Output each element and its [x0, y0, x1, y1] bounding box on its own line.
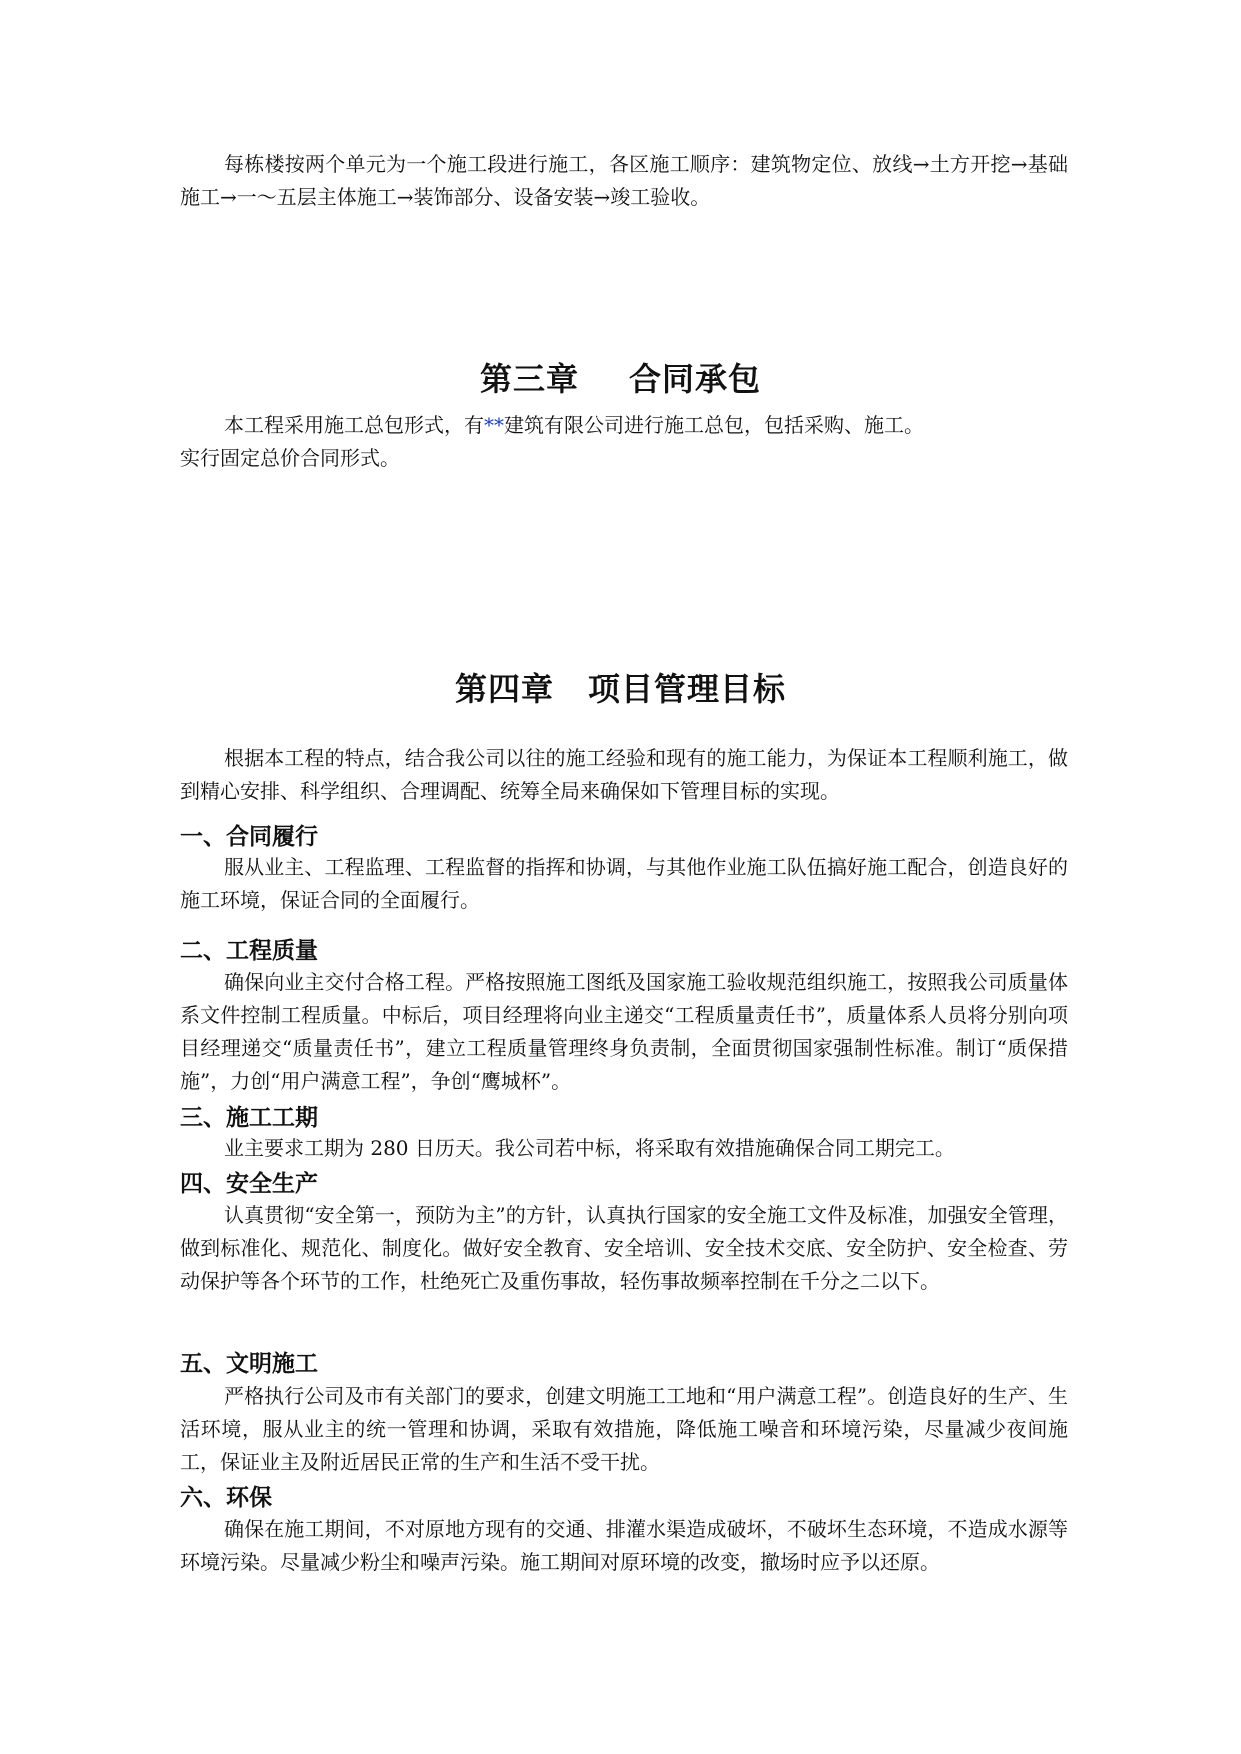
section-body: 确保在施工期间，不对原地方现有的交通、排灌水渠造成破坏，不破坏生态环境，不造成水源等环境污染。尽量减少粉尘和噪声污染。施工期间对原环境的改变，撤场时应予以还原。 — [180, 1517, 1068, 1574]
section-heading: 五、文明施工 — [180, 1351, 318, 1377]
section-heading: 六、环保 — [180, 1485, 272, 1511]
chapter3-para1-text-b: 建筑有限公司进行施工总包，包括采购、施工。 — [504, 413, 924, 437]
section-body-block — [180, 966, 1068, 1098]
section-body: 严格执行公司及市有关部门的要求，创建文明施工工地和“用户满意工程”。创造良好的生产、生活环境，服从业主的统一管理和协调，采取有效措施，降低施工噪音和环境污染，尽量减少夜间施工，保证业主及附近居民正常的生产和生活不受干扰。 — [180, 1384, 1068, 1474]
section-body-block — [180, 1199, 1068, 1298]
chapter3-para1 — [180, 409, 1068, 442]
chapter3-number: 第三章 — [479, 360, 579, 398]
intro-paragraph: 每栋楼按两个单元为一个施工段进行施工，各区施工顺序：建筑物定位、放线→土方开挖→基础施工→一～五层主体施工→装饰部分、设备安装→竣工验收。 — [180, 152, 1068, 209]
section-body: 服从业主、工程监理、工程监督的指挥和协调，与其他作业施工队伍搞好施工配合，创造良好的施工环境，保证合同的全面履行。 — [180, 855, 1068, 912]
section-body: 认真贯彻“安全第一，预防为主”的方针，认真执行国家的安全施工文件及标准，加强安全管理，做到标准化、规范化、制度化。做好安全教育、安全培训、安全技术交底、安全防护、安全检查、劳动保护等各个环节的工作，杜绝死亡及重伤事故，轻伤事故频率控制在千分之二以下。 — [180, 1203, 1068, 1293]
section-body-block — [180, 1132, 1068, 1165]
chapter4-number: 第四章 — [454, 670, 554, 708]
chapter3-body — [180, 409, 1068, 475]
section-body: 确保向业主交付合格工程。严格按照施工图纸及国家施工验收规范组织施工，按照我公司质量体系文件控制工程质量。中标后，项目经理将向业主递交“工程质量责任书”，质量体系人员将分别向项目经理递交“质量责任书”，建立工程质量管理终身负责制，全面贯彻国家强制性标准。制订“质保措施”，力创“用户满意工程”，争创“鹰城杯”。 — [180, 970, 1068, 1093]
section-heading: 四、安全生产 — [180, 1171, 318, 1197]
section-heading: 一、合同履行 — [180, 824, 318, 850]
section-body-block — [180, 851, 1068, 917]
chapter4-intro: 根据本工程的特点，结合我公司以往的施工经验和现有的施工能力，为保证本工程顺利施工，做到精心安排、科学组织、合理调配、统筹全局来确保如下管理目标的实现。 — [180, 746, 1068, 803]
section-body-block — [180, 1380, 1068, 1479]
section-heading: 三、施工工期 — [180, 1105, 318, 1131]
chapter3-para2: 实行固定总价合同形式。 — [180, 446, 400, 470]
intro-block — [180, 148, 1068, 214]
section-body: 业主要求工期为 280 日历天。我公司若中标，将采取有效措施确保合同工期完工。 — [224, 1136, 955, 1160]
section-body-block — [180, 1513, 1068, 1579]
chapter4-title: 项目管理目标 — [588, 670, 787, 708]
chapter3-title: 合同承包 — [629, 360, 762, 398]
company-placeholder: ** — [484, 413, 504, 437]
chapter4-heading — [0, 664, 1241, 710]
chapter3-para1-text-a: 本工程采用施工总包形式，有 — [224, 413, 484, 437]
chapter3-heading — [0, 354, 1241, 400]
section-heading: 二、工程质量 — [180, 938, 318, 964]
chapter4-intro-block — [180, 742, 1068, 808]
